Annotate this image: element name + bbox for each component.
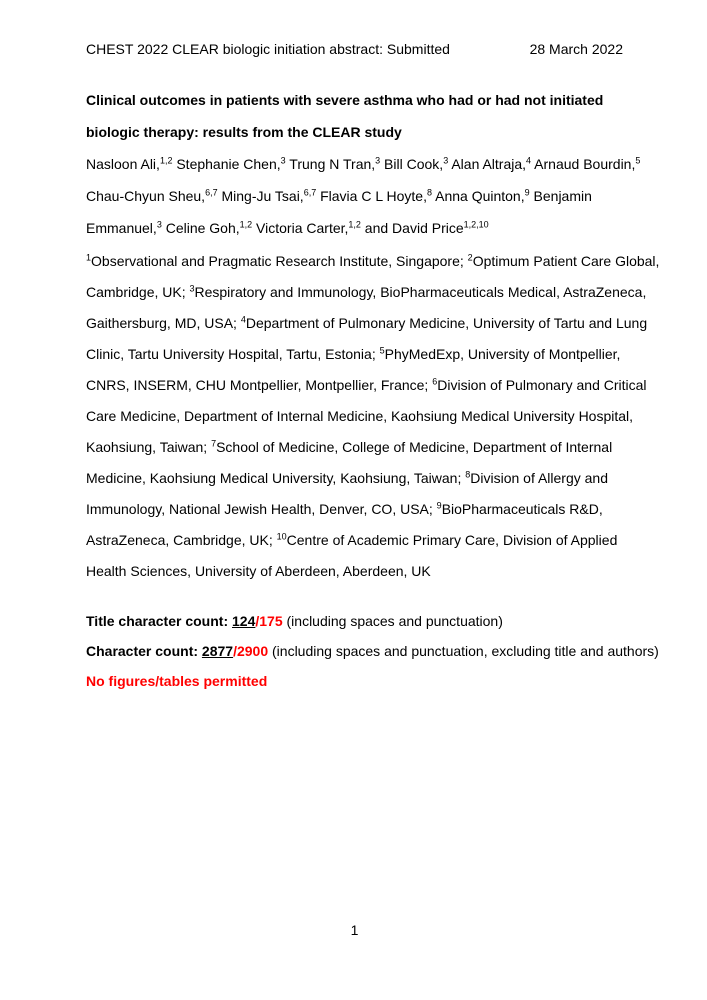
superscript: 3 [156, 219, 162, 230]
superscript: 6 [432, 376, 438, 387]
superscript: 4 [240, 314, 246, 325]
text-line [86, 401, 634, 432]
count-annotations [86, 606, 659, 696]
text-segment: Optimum Patient Care Global, [472, 253, 660, 269]
text-segment: Medicine, Kaohsiung Medical University, Kaohsiung, Taiwan; [86, 470, 466, 486]
text-segment: /2900 [233, 643, 269, 659]
text-line [86, 246, 660, 277]
superscript: 1 [86, 252, 92, 263]
text-line [86, 339, 623, 370]
text-segment: Title character count: [86, 613, 233, 629]
text-segment: Observational and Pragmatic Research Institute, Singapore; [91, 253, 468, 269]
document-title [86, 84, 623, 148]
text-segment: Centre of Academic Primary Care, Division of Applied [286, 532, 618, 548]
superscript: 1,2,10 [463, 219, 489, 230]
text-segment: Benjamin [529, 188, 592, 204]
text-line: biologic therapy: results from the CLEAR study [86, 124, 402, 140]
superscript: 6,7 [205, 187, 218, 198]
text-line [86, 525, 623, 556]
affiliation-list [86, 246, 660, 587]
superscript: 3 [189, 283, 195, 294]
text-segment: Character count: [86, 643, 202, 659]
superscript: 5 [635, 155, 641, 166]
text-segment: Emmanuel, [86, 220, 157, 236]
text-segment: Celine Goh, [161, 220, 240, 236]
text-segment: Flavia C L Hoyte, [316, 188, 427, 204]
text-line [86, 180, 623, 212]
superscript: 6,7 [303, 187, 317, 198]
text-segment: Division of Allergy and [470, 470, 609, 486]
text-segment: /175 [255, 613, 283, 629]
text-segment: Division of Pulmonary and Critical [437, 377, 647, 393]
superscript: 2 [467, 252, 473, 263]
text-line [86, 556, 623, 587]
text-line: Clinical outcomes in patients with severe asthma who had or had not initiated [86, 92, 604, 108]
superscript: 9 [524, 187, 530, 198]
author-list [86, 148, 641, 244]
text-segment: Kaohsiung, Taiwan; [86, 439, 212, 455]
superscript: 8 [426, 187, 432, 198]
text-line [86, 494, 623, 525]
page-footer [86, 920, 623, 940]
text-segment: 124 [232, 613, 256, 629]
text-segment: No figures/tables permitted [86, 673, 268, 689]
text-segment: Department of Pulmonary Medicine, University of Tartu and Lung [245, 315, 648, 331]
text-line [86, 308, 648, 339]
text-segment: Nasloon Ali, [86, 156, 160, 172]
superscript: 3 [443, 155, 449, 166]
text-segment: Immunology, National Jewish Health, Denver, CO, USA; [86, 501, 437, 517]
text-line [86, 636, 659, 666]
header-date: 28 March 2022 [529, 41, 623, 57]
superscript: 9 [436, 500, 442, 511]
text-segment: Alan Altraja, [448, 156, 527, 172]
superscript: 3 [375, 155, 381, 166]
text-segment: School of Medicine, College of Medicine, Department of Internal [216, 439, 613, 455]
text-line [86, 370, 647, 401]
text-line [86, 148, 641, 180]
text-segment: Chau-Chyun Sheu, [86, 188, 206, 204]
text-segment: AstraZeneca, Cambridge, UK; [86, 532, 277, 548]
superscript: 7 [211, 438, 217, 449]
text-segment: Bill Cook, [380, 156, 444, 172]
header-document-status: CHEST 2022 CLEAR biologic initiation abstract: Submitted [86, 41, 450, 57]
text-segment: CNRS, INSERM, CHU Montpellier, Montpellier, France; [86, 377, 433, 393]
text-segment: Gaithersburg, MD, USA; [86, 315, 241, 331]
superscript: 8 [465, 469, 471, 480]
text-line [86, 666, 623, 696]
text-line [86, 212, 623, 244]
text-line [86, 432, 623, 463]
text-segment: Respiratory and Immunology, BioPharmaceuticals Medical, AstraZeneca, [194, 284, 647, 300]
text-segment: (including spaces and punctuation) [282, 613, 503, 629]
superscript: 1,2 [348, 219, 361, 230]
page-header [86, 40, 623, 58]
text-segment: Arnaud Bourdin, [531, 156, 636, 172]
text-segment: Health Sciences, University of Aberdeen, Aberdeen, UK [86, 563, 431, 579]
text-segment: Anna Quinton, [431, 188, 525, 204]
text-segment: Ming-Ju Tsai, [217, 188, 304, 204]
superscript: 1,2 [159, 155, 173, 166]
text-segment: and David Price [360, 220, 464, 236]
text-segment: (including spaces and punctuation, excluding title and authors) [268, 643, 659, 659]
superscript: 4 [526, 155, 532, 166]
text-line [86, 606, 623, 636]
text-segment: PhyMedExp, University of Montpellier, [384, 346, 621, 362]
text-segment: Cambridge, UK; [86, 284, 190, 300]
text-segment: 2877 [201, 643, 234, 659]
superscript: 5 [379, 345, 385, 356]
text-segment: Stephanie Chen, [172, 156, 281, 172]
text-segment: Victoria Carter, [252, 220, 349, 236]
text-segment: BioPharmaceuticals R&D, [441, 501, 603, 517]
text-line [86, 277, 647, 308]
page-number: 1 [350, 922, 359, 938]
text-segment: Care Medicine, Department of Internal Medicine, Kaohsiung Medical University Hospital, [86, 408, 634, 424]
text-segment: Clinic, Tartu University Hospital, Tartu, Estonia; [86, 346, 380, 362]
superscript: 1,2 [239, 219, 253, 230]
text-line [86, 463, 623, 494]
superscript: 10 [276, 531, 287, 542]
text-segment: Trung N Tran, [285, 156, 376, 172]
superscript: 3 [280, 155, 286, 166]
